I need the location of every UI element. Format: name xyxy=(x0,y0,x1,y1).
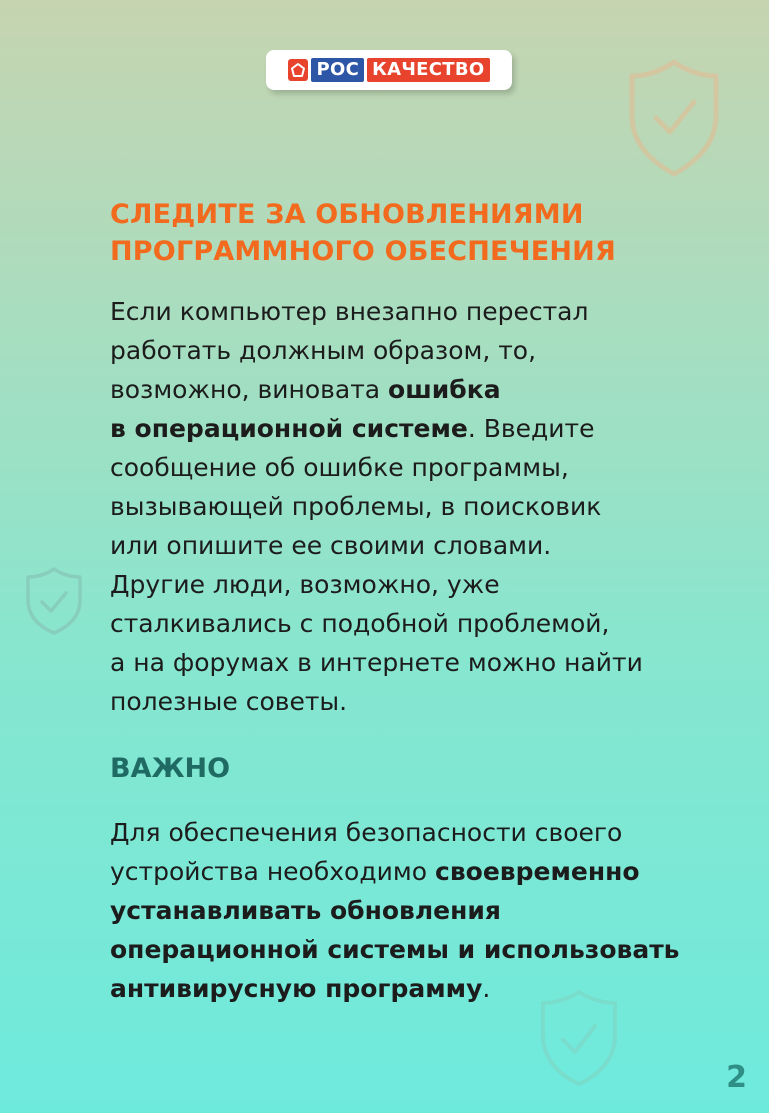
main-paragraph xyxy=(110,292,710,721)
bold-phrase: своевременно xyxy=(435,857,640,886)
text-line: а на форумах в интернете можно найти xyxy=(110,648,643,677)
bold-phrase: ошибка xyxy=(388,375,501,404)
text-line: сталкивались с подобной проблемой, xyxy=(110,609,610,638)
text-line: вызывающей проблемы, в поисковик xyxy=(110,492,602,521)
text-line: . Введите xyxy=(467,414,595,443)
text-line: Для обеспечения безопасности своего xyxy=(110,818,623,847)
text-line: возможно, виновата xyxy=(110,375,389,404)
heading-line: СЛЕДИТЕ ЗА ОБНОВЛЕНИЯМИ xyxy=(110,199,584,230)
text-line: Другие люди, возможно, уже xyxy=(110,570,500,599)
text-line: сообщение об ошибке программы, xyxy=(110,453,569,482)
text-line: . xyxy=(482,974,491,1003)
text-line: Если компьютер внезапно перестал xyxy=(110,297,589,326)
logo-ros-text: РОС xyxy=(311,58,364,82)
text-line: работать должным образом, то, xyxy=(110,336,537,365)
pentagon-house-icon xyxy=(288,59,308,81)
text-line: или опишите ее своими словами. xyxy=(110,531,552,560)
text-line: устройства необходимо xyxy=(110,857,435,886)
bold-phrase: устанавливать обновления xyxy=(110,896,501,925)
section-heading xyxy=(110,196,730,270)
page-number: 2 xyxy=(726,1060,747,1095)
roskachestvo-logo xyxy=(266,50,512,90)
bold-phrase: операционной системы и использовать xyxy=(110,935,680,964)
important-paragraph xyxy=(110,813,710,1008)
bold-phrase: в операционной системе xyxy=(110,414,468,443)
text-line: полезные советы. xyxy=(110,687,348,716)
shield-check-icon xyxy=(626,58,722,178)
bold-phrase: антивирусную программу xyxy=(110,974,483,1003)
logo-kachestvo-text: КАЧЕСТВО xyxy=(367,58,489,82)
heading-line: ПРОГРАММНОГО ОБЕСПЕЧЕНИЯ xyxy=(110,236,616,267)
shield-check-icon xyxy=(24,566,84,636)
important-label: ВАЖНО xyxy=(110,753,231,784)
